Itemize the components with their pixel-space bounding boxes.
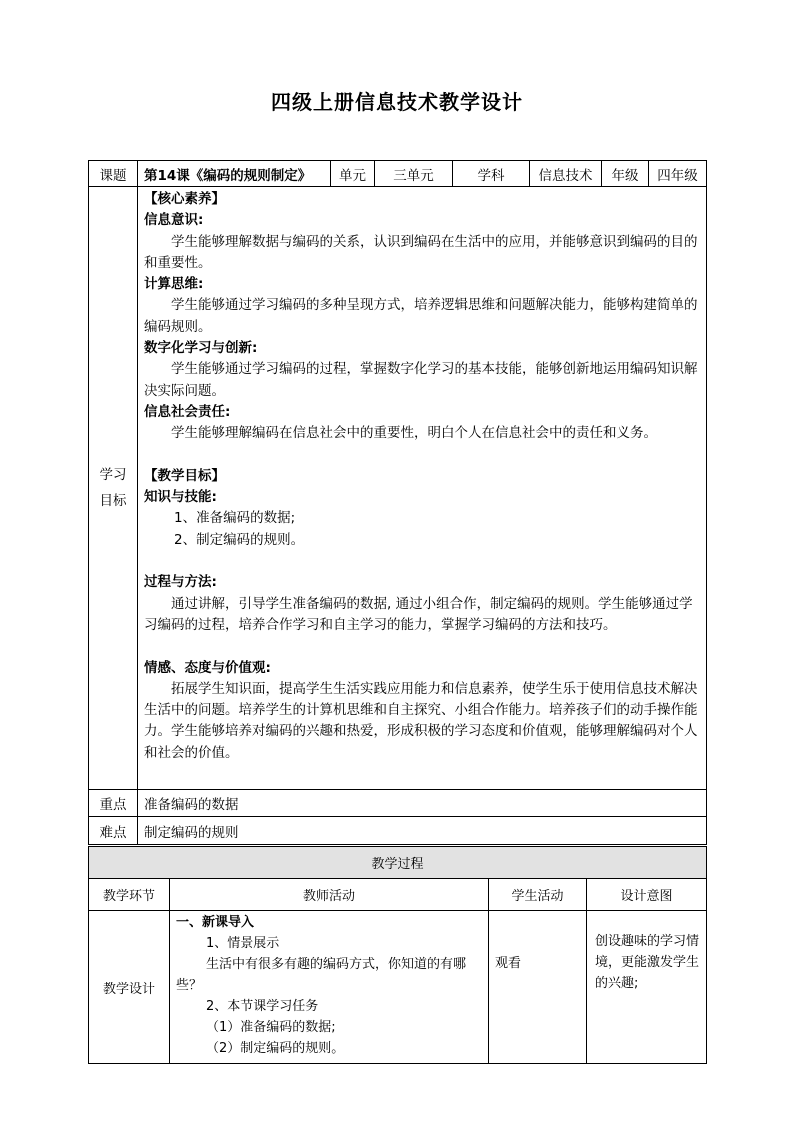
lesson-info-table [88,160,707,845]
page-title: 四级上册信息技术教学设计 [271,90,523,114]
objectives-label [89,187,138,790]
unit-label: 单元 [331,161,375,187]
digital-title: 数字化学习与创新: [144,340,258,357]
teacher-section: 一、新课导入 [176,915,255,930]
teacher-line: （1）准备编码的数据; [206,1020,336,1035]
difficulty-label: 难点 [89,817,138,845]
computational-title: 计算思维: [144,276,204,293]
social-text: 学生能够理解编码在信息社会中的重要性，明白个人在信息社会中的责任和义务。 [171,425,657,442]
knowledge-title: 知识与技能: [144,489,217,506]
info-awareness-title: 信息意识: [144,212,204,229]
col-teacher-header: 教师活动 [170,879,489,911]
emotion-text: 拓展学生知识面，提高学生生活实践应用能力和信息素养，使学生乐于使用信息技术解决生活中的问题。培养学生的计算机思维和自主探究、小组合作能力。培养孩子们的动手操作能力。学生能够培养对编码的兴趣和热爱，形成积极的学习态度和价值观，能够理解编码对个人和社会的价值。 [144,680,698,761]
subject-label: 学科 [453,161,530,187]
objectives-label-line2: 目标 [99,493,127,509]
student-activity: 观看 [489,911,587,1064]
core-heading: 【核心素养】 [144,191,225,207]
computational-text: 学生能够通过学习编码的多种呈现方式，培养逻辑思维和问题解决能力，能够构建简单的编码规则。 [144,297,698,335]
teacher-activity [170,911,489,1064]
key-point-label: 重点 [89,790,138,817]
design-intent: 创设趣味的学习情境，更能激发学生的兴趣; [587,911,707,1064]
social-title: 信息社会责任: [144,403,231,420]
grade-label: 年级 [602,161,649,187]
col-intent-header: 设计意图 [587,879,707,911]
objectives-content [138,187,707,790]
teacher-line: （2）制定编码的规则。 [206,1041,345,1056]
teaching-process-table [88,846,707,1064]
objectives-label-line1: 学习 [99,467,127,483]
grade-value: 四年级 [649,161,707,187]
teacher-line: 2、本节课学习任务 [206,999,319,1014]
info-awareness-text: 学生能够理解数据与编码的关系，认识到编码在生活中的应用，并能够意识到编码的目的和重要性。 [144,233,698,271]
goal-heading: 【教学目标】 [144,467,225,484]
key-point-value: 准备编码的数据 [138,790,707,817]
process-title: 过程与方法: [144,574,217,591]
subject-value: 信息技术 [530,161,602,187]
emotion-title: 情感、态度与价值观: [144,659,271,676]
lesson-label: 课题 [89,161,138,187]
col-student-header: 学生活动 [489,879,587,911]
knowledge-item: 1、准备编码的数据; [174,510,296,527]
teacher-line: 生活中有很多有趣的编码方式，你知道的有哪些？ [176,957,467,993]
col-stage-header: 教学环节 [89,879,170,911]
row-stage: 教学设计 [89,911,170,1064]
process-text: 通过讲解，引导学生准备编码的数据, 通过小组合作，制定编码的规则。学生能够通过学习编码的过程，培养合作学习和自主学习的能力，掌握学习编码的方法和技巧。 [144,595,693,633]
lesson-value: 第14课《编码的规则制定》 [138,161,331,187]
teacher-line: 1、情景展示 [206,936,280,951]
difficulty-value: 制定编码的规则 [138,817,707,845]
digital-text: 学生能够通过学习编码的过程，掌握数字化学习的基本技能，能够创新地运用编码知识解决实际问题。 [144,361,698,399]
process-heading: 教学过程 [89,847,707,879]
knowledge-item: 2、制定编码的规则。 [174,531,305,548]
unit-value: 三单元 [375,161,453,187]
